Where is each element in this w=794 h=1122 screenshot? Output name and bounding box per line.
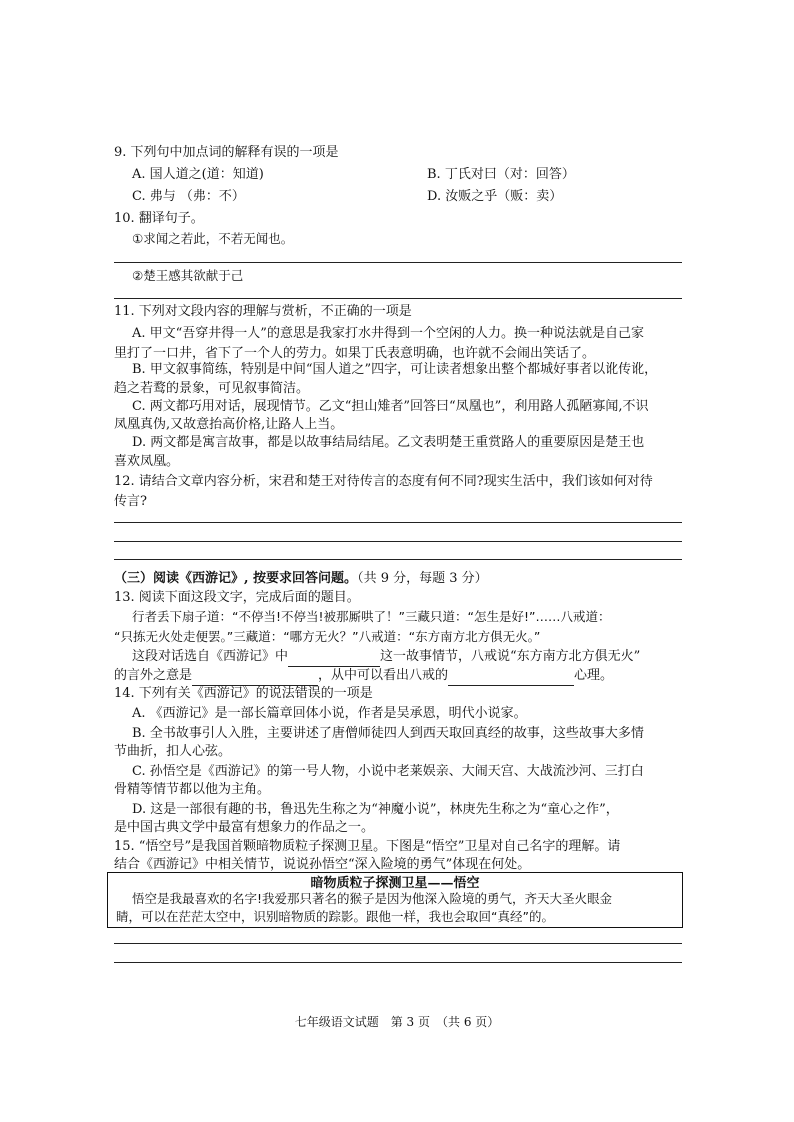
q11-option-d-line-1: D. 两文都是寓言故事，都是以故事结局结尾。乙文表明楚王重赏路人的重要原因是楚王也: [132, 435, 645, 450]
q9-option-d: D. 汝贩之乎（贩：卖）: [427, 189, 563, 204]
q11-option-b-line-2: 趋之若鹜的景象，可见叙事简洁。: [114, 381, 310, 396]
q14-stem: 14. 下列有关《西游记》的说法错误的一项是: [114, 686, 373, 701]
q10-sentence-2: ②楚王感其欲献于己: [132, 268, 244, 283]
q13-question-line-2: [114, 666, 613, 686]
q13-stem: 13. 阅读下面这段文字，完成后面的题目。: [114, 590, 360, 605]
q15-box-title: 暗物质粒子探测卫星——悟空: [310, 876, 480, 891]
q9-option-b: B. 丁氏对曰（对：回答）: [427, 167, 575, 182]
q9-option-a: A. 国人道之(道：知道): [132, 167, 264, 182]
q12-answer-line-2[interactable]: [114, 541, 682, 542]
q10-answer-line-1[interactable]: [114, 262, 682, 263]
q13-question-text: 这段对话选自《西游记》中: [132, 649, 289, 664]
q13-question-line-1: [132, 647, 640, 667]
q11-option-d-line-2: 喜欢凤凰。: [114, 454, 180, 469]
q11-option-c-line-1: C. 两文都巧用对话，展现情节。乙文“担山雉者”回答曰“凤凰也”，利用路人孤陋寡闻,不识: [132, 399, 649, 414]
q14-option-a: A. 《西游记》是一部长篇章回体小说，作者是吴承恩，明代小说家。: [132, 706, 527, 721]
q15-box-text-line-1: 悟空是我最喜欢的名字!我爱那只著名的猴子是因为他深入险境的勇气，齐天大圣火眼金: [132, 891, 613, 906]
q9-stem: 9. 下列句中加点词的解释有误的一项是: [114, 145, 339, 160]
q13-question-text: 心理。: [574, 668, 614, 683]
q13-question-text: 的言外之意是: [114, 668, 193, 683]
q13-blank-psychology[interactable]: [448, 671, 574, 686]
q12-stem-line-2: 传言?: [114, 494, 147, 509]
q15-stem-line-1: 15. “悟空号”是我国首颗暗物质粒子探测卫星。下图是“悟空”卫星对自己名字的理解。请: [114, 839, 621, 854]
q15-stem-line-2: 结合《西游记》中相关情节，说说孙悟空“深入险境的勇气”体现在何处。: [114, 857, 531, 872]
q13-question-text: ，从中可以看出八戒的: [318, 668, 449, 683]
q10-stem: 10. 翻译句子。: [114, 211, 204, 226]
section-3-title: （三）阅读《西游记》, 按要求回答问题。: [114, 571, 358, 586]
q14-option-b-line-2: 节曲折，扣人心弦。: [114, 744, 232, 759]
q14-option-d-line-2: 是中国古典文学中最富有想象力的作品之一。: [114, 820, 375, 835]
section-3-heading: [114, 569, 488, 589]
q13-passage-line-2: “只拣无火处走便罢。”三藏道：“哪方无火？”八戒道：“东方南方北方俱无火。”: [114, 629, 541, 644]
q12-answer-line-1[interactable]: [114, 522, 682, 523]
section-3-score: （共 9 分，每题 3 分）: [357, 571, 488, 586]
q10-answer-line-2[interactable]: [114, 298, 682, 299]
q10-sentence-1: ①求闻之若此，不若无闻也。: [132, 231, 294, 246]
q13-blank-plot[interactable]: [288, 652, 380, 667]
q15-material-box: [107, 872, 683, 928]
q11-stem: 11. 下列对文段内容的理解与赏析，不正确的一项是: [114, 304, 412, 319]
q13-passage-line-1: 行者丢下扇子道：“不停当!不停当!被那厮哄了！”三藏只道：“怎生是好!”……八戒道：: [132, 609, 611, 624]
q15-answer-line-1[interactable]: [114, 943, 682, 944]
q14-option-d-line-1: D. 这是一部很有趣的书，鲁迅先生称之为“神魔小说”，林庚先生称之为“童心之作”，: [132, 802, 619, 817]
page-footer: 七年级语文试题 第 3 页 （共 6 页）: [294, 1015, 500, 1029]
q15-box-text-line-2: 睛，可以在茫茫太空中，识别暗物质的踪影。跟他一样，我也会取回“真经”的。: [116, 909, 554, 924]
q14-option-c-line-1: C. 孙悟空是《西游记》的第一号人物，小说中老莱娱亲、大闹天宫、大战流沙河、三打白: [132, 764, 644, 779]
q11-option-a-line-2: 里打了一口井，省下了一个人的劳力。如果丁氏表意明确，也许就不会闹出笑话了。: [114, 346, 596, 361]
q14-option-c-line-2: 骨精等情节都以他为主角。: [114, 782, 271, 797]
q11-option-a-line-1: A. 甲文“吾穿井得一人”的意思是我家打水井得到一个空闲的人力。换一种说法就是自己家: [132, 326, 644, 341]
q12-answer-line-3[interactable]: [114, 559, 682, 560]
q14-option-b-line-1: B. 全书故事引人入胜，主要讲述了唐僧师徒四人到西天取回真经的故事，这些故事大多情: [132, 726, 644, 741]
q11-option-c-line-2: 凤凰真伪,又故意抬高价格,让路人上当。: [114, 417, 344, 432]
q12-stem-line-1: 12. 请结合文章内容分析，宋君和楚王对待传言的态度有何不同?现实生活中，我们该如何对待: [114, 474, 653, 489]
q13-question-text: 这一故事情节，八戒说“东方南方北方俱无火”: [380, 649, 641, 664]
q15-answer-line-2[interactable]: [114, 962, 682, 963]
q9-option-c: C. 弗与 （弗：不）: [132, 189, 245, 204]
q11-option-b-line-1: B. 甲文叙事简练，特别是中间“国人道之”四字，可让读者想象出整个都城好事者以讹传讹，: [132, 362, 658, 377]
